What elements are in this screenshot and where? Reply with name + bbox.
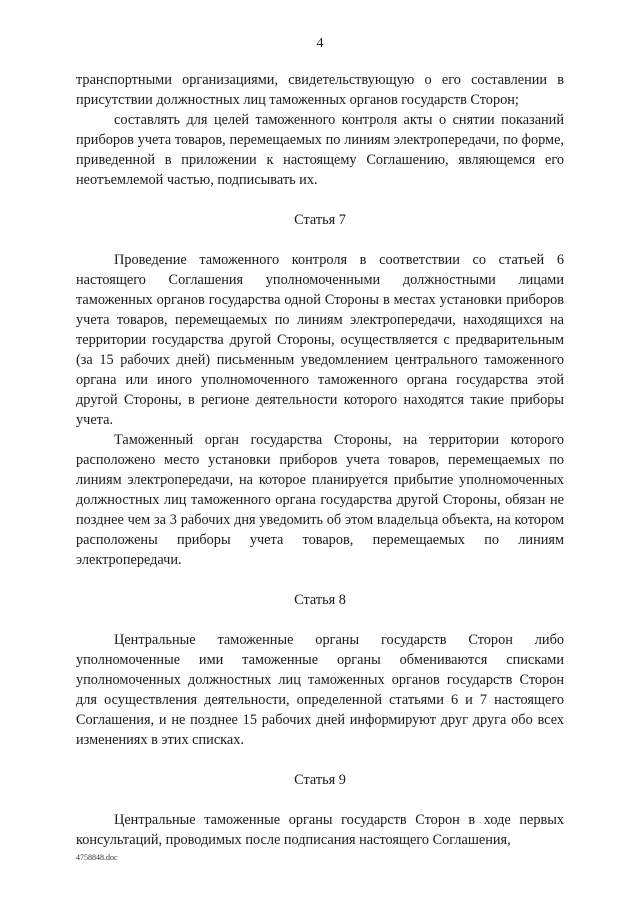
article-9-paragraph-1: Центральные таможенные органы государств Сторон в ходе первых консультаций, проводимых после подписания настоящего Соглашения, xyxy=(76,812,564,848)
article-7-paragraph-2: Таможенный орган государства Стороны, на территории которого расположено место установки приборов учета товаров, перемещаемых по линиям электропередачи, на которое планируется прибытие уполномоченных должностных лиц таможенного органа государства другой Стороны, обязан не позднее чем за 3 рабочих дня уведомить об этом владельца объекта, на котором расположены приборы учета товаров, перемещаемых по линиям электропередачи. xyxy=(76,432,564,568)
page-number: 4 xyxy=(316,36,324,51)
document-body xyxy=(76,70,564,850)
article-7-paragraph-1: Проведение таможенного контроля в соответствии со статьей 6 настоящего Соглашения уполномоченными должностными лицами таможенных органов государства одной Стороны в местах установки приборов учета товаров, перемещаемых по линиям электропередачи, находящихся на территории государства другой Стороны, осуществляется с предварительным (за 15 рабочих дней) письменным уведомлением центрального таможенного органа или иного уполномоченного таможенного органа государства этой другой Стороны, в регионе деятельности которого находятся такие приборы учета. xyxy=(76,252,564,428)
document-id-footer: 4758848.doc xyxy=(76,853,118,862)
paragraph-continuation: транспортными организациями, свидетельствующую о его составлении в присутствии должностных лиц таможенных органов государств Сторон; xyxy=(76,72,564,108)
article-9-heading: Статья 9 xyxy=(294,772,346,788)
article-8-heading: Статья 8 xyxy=(294,592,346,608)
article-7-heading: Статья 7 xyxy=(294,212,346,228)
article-8-paragraph-1: Центральные таможенные органы государств Сторон либо уполномоченные ими таможенные органы обмениваются списками уполномоченных должностных лиц таможенных органов государств Сторон для осуществления деятельности, определенной статьями 6 и 7 настоящего Соглашения, и не позднее 15 рабочих дней информируют друг друга обо всех изменениях в этих списках. xyxy=(76,632,564,748)
paragraph-intro-2: составлять для целей таможенного контроля акты о снятии показаний приборов учета товаров, перемещаемых по линиям электропередачи, по форме, приведенной в приложении к настоящему Соглашению, являющемся его неотъемлемой частью, подписывать их. xyxy=(76,112,564,188)
